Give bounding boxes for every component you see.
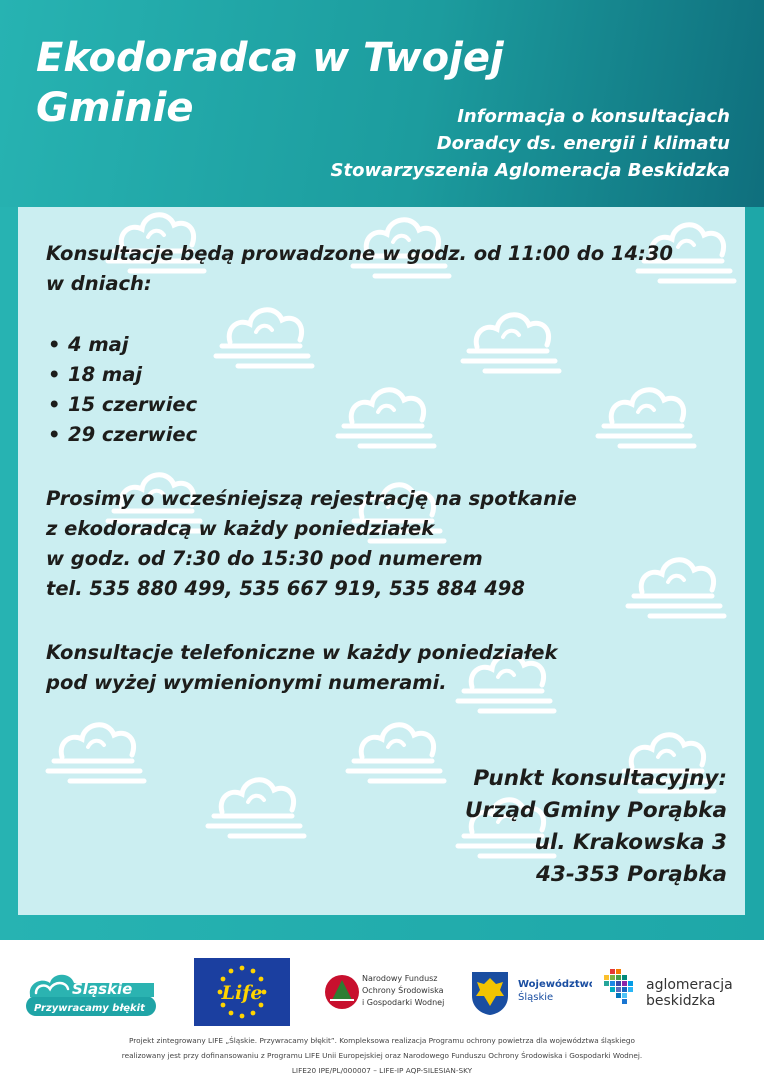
address-heading: Punkt konsultacyjny:	[473, 766, 727, 791]
hours-line-1: Konsultacje będą prowadzone w godz. od 11:00 do 14:30	[46, 242, 673, 265]
nfosigw-line-3: i Gospodarki Wodnej	[362, 998, 445, 1007]
slaskie-cloud-icon	[26, 971, 156, 1017]
subtitle-line-2: Doradcy ds. energii i klimatu	[436, 133, 730, 154]
nfosigw-logo	[324, 970, 452, 1014]
title-line-2: Gminie	[36, 85, 194, 131]
eu-life-logo	[194, 958, 290, 1026]
date-text: 18 maj	[68, 363, 143, 386]
phone-numbers: tel. 535 880 499, 535 667 919, 535 884 498	[46, 577, 525, 600]
hours-line-2: w dniach:	[46, 272, 152, 295]
hours-paragraph	[46, 239, 673, 299]
bullet-icon: •	[48, 333, 61, 356]
slaskie-logo	[26, 971, 156, 1017]
aglomeracja-beskidzka-logo	[600, 967, 746, 1017]
subtitle-line-1: Informacja o konsultacjach	[457, 106, 730, 127]
header-banner	[0, 0, 764, 207]
page-subtitle	[310, 103, 730, 184]
list-item	[46, 390, 197, 420]
footer-funding-note	[20, 1033, 744, 1078]
date-text: 29 czerwiec	[68, 423, 198, 446]
list-item	[46, 360, 197, 390]
wojewodztwo-line-2: Śląskie	[518, 992, 554, 1003]
footer-line-1: Projekt zintegrowany LIFE „Śląskie. Przywracamy błękit”. Kompleksowa realizacja Programu ochrony powietrza dla województwa śląskiego	[129, 1036, 635, 1045]
wojewodztwo-slaskie-logo	[470, 970, 592, 1016]
nfosigw-line-1: Narodowy Fundusz	[362, 974, 438, 983]
aglomeracja-line-1: aglomeracja	[646, 977, 733, 993]
dates-list	[46, 330, 197, 450]
pixel-map-icon	[600, 967, 746, 1017]
slaskie-logo-text: Śląskie	[72, 980, 133, 998]
footer-line-3: LIFE20 IPE/PL/000007 – LIFE-IP AQP-SILESIAN-SKY	[291, 1066, 473, 1075]
address-city: 43-353 Porąbka	[535, 862, 727, 887]
slaskie-logo-subtext: Przywracamy błękit	[34, 1003, 145, 1014]
bullet-icon: •	[48, 423, 61, 446]
list-item	[46, 330, 197, 360]
address-street: ul. Krakowska 3	[534, 830, 727, 855]
aglomeracja-line-2: beskidzka	[646, 993, 716, 1009]
title-line-1: Ekodoradca w Twojej	[36, 35, 504, 81]
date-text: 15 czerwiec	[68, 393, 198, 416]
subtitle-line-3: Stowarzyszenia Aglomeracja Beskidzka	[330, 160, 730, 181]
bullet-icon: •	[48, 363, 61, 386]
registration-paragraph	[46, 484, 577, 604]
life-logo-text: Life	[221, 982, 263, 1004]
wojewodztwo-line-1: Województwo	[518, 979, 592, 990]
registration-line-2: z ekodoradcą w każdy poniedziałek	[46, 517, 435, 540]
registration-line-3: w godz. od 7:30 do 15:30 pod numerem	[46, 547, 483, 570]
date-text: 4 maj	[68, 333, 129, 356]
consultation-address	[465, 763, 727, 891]
nfosigw-line-2: Ochrony Środowiska	[362, 986, 444, 995]
eu-flag-icon	[194, 958, 290, 1026]
address-office: Urząd Gminy Porąbka	[464, 798, 727, 823]
bullet-icon: •	[48, 393, 61, 416]
nfosigw-emblem-icon	[324, 970, 452, 1014]
list-item	[46, 420, 197, 450]
footer-line-2: realizowany jest przy dofinansowaniu z Programu LIFE Unii Europejskiej oraz Narodowego Funduszu Ochrony Środowiska i Gospodarki Wodnej.	[121, 1051, 643, 1060]
panel-content	[18, 207, 745, 915]
phone-line-1: Konsultacje telefoniczne w każdy poniedziałek	[46, 641, 558, 664]
footer	[0, 940, 764, 1080]
info-panel	[18, 207, 745, 915]
phone-line-2: pod wyżej wymienionymi numerami.	[46, 671, 447, 694]
registration-line-1: Prosimy o wcześniejszą rejestrację na spotkanie	[46, 487, 577, 510]
eagle-crest-icon	[470, 970, 592, 1016]
phone-consultation-paragraph	[46, 638, 558, 698]
